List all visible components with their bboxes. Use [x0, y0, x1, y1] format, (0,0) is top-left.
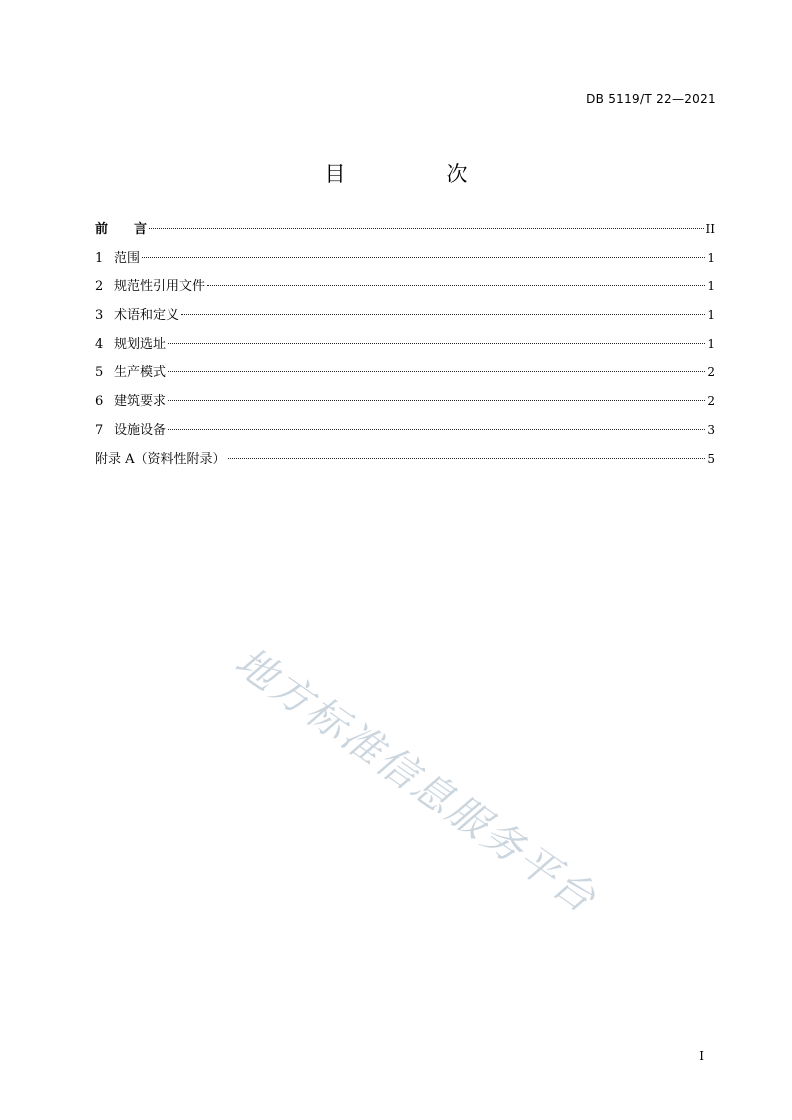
- toc-entry-label: [95, 392, 166, 412]
- toc-entry-production-mode[interactable]: [95, 362, 715, 391]
- toc-entry-scope[interactable]: [95, 248, 715, 277]
- toc-entry-text: 建筑要求: [114, 394, 167, 410]
- toc-entry-building-requirements[interactable]: [95, 391, 715, 420]
- watermark: 地方标准信息服务平台: [226, 638, 606, 924]
- toc-entry-page: 2: [707, 394, 715, 409]
- dot-leader: [142, 257, 705, 258]
- dot-leader: [181, 314, 705, 315]
- toc-entry-number: 3: [95, 308, 104, 324]
- toc-entry-label: [95, 335, 166, 355]
- toc-entry-foreword[interactable]: [95, 219, 715, 248]
- toc-entry-page: 1: [707, 336, 715, 351]
- toc-entry-terms-definitions[interactable]: [95, 305, 715, 334]
- toc-entry-text: 术语和定义: [114, 308, 180, 324]
- toc-entry-facilities-equipment[interactable]: [95, 420, 715, 449]
- page-number: I: [699, 1049, 704, 1063]
- toc-foreword-char-1: 前: [95, 222, 135, 237]
- toc-entry-page: 3: [707, 422, 715, 437]
- toc-entry-label: [95, 306, 179, 326]
- dot-leader: [149, 228, 703, 229]
- toc-entry-number: 4: [95, 336, 104, 352]
- toc-entry-number: 6: [95, 394, 104, 410]
- toc-entry-number: 1: [95, 250, 104, 266]
- dot-leader: [168, 343, 705, 344]
- toc-entry-text: 规划选址: [114, 336, 167, 352]
- dot-leader: [168, 371, 705, 372]
- toc-entry-label: [95, 363, 166, 383]
- toc-entry-number: 5: [95, 365, 104, 381]
- toc-entry-normative-references[interactable]: [95, 276, 715, 305]
- dot-leader: [207, 285, 705, 286]
- toc-entry-page: 1: [707, 250, 715, 265]
- toc-entry-page: 5: [707, 451, 715, 466]
- toc-entry-text: 设施设备: [114, 422, 167, 438]
- toc-entry-label: [95, 220, 147, 240]
- toc-entry-label: [95, 421, 166, 441]
- toc-entry-label: [95, 277, 205, 297]
- document-code: DB 5119/T 22—2021: [586, 92, 716, 106]
- toc-entry-page: 1: [707, 308, 715, 323]
- dot-leader: [168, 400, 705, 401]
- toc-title: 目 次: [324, 162, 508, 186]
- toc-entry-page: 1: [707, 279, 715, 294]
- table-of-contents: [95, 219, 715, 477]
- toc-entry-page: II: [705, 222, 715, 236]
- dot-leader: [228, 458, 706, 459]
- toc-entry-label: [95, 249, 140, 269]
- toc-entry-text: 规范性引用文件: [114, 279, 206, 295]
- toc-entry-text: 范围: [114, 250, 141, 266]
- toc-entry-number: 2: [95, 279, 104, 295]
- toc-entry-site-planning[interactable]: [95, 334, 715, 363]
- toc-entry-label: 附录 A（资料性附录）: [95, 451, 226, 467]
- toc-entry-appendix-a[interactable]: [95, 449, 715, 478]
- toc-entry-page: 2: [707, 365, 715, 380]
- dot-leader: [168, 429, 705, 430]
- toc-foreword-char-2: 言: [134, 222, 148, 237]
- toc-entry-text: 生产模式: [114, 365, 167, 381]
- toc-entry-number: 7: [95, 422, 104, 438]
